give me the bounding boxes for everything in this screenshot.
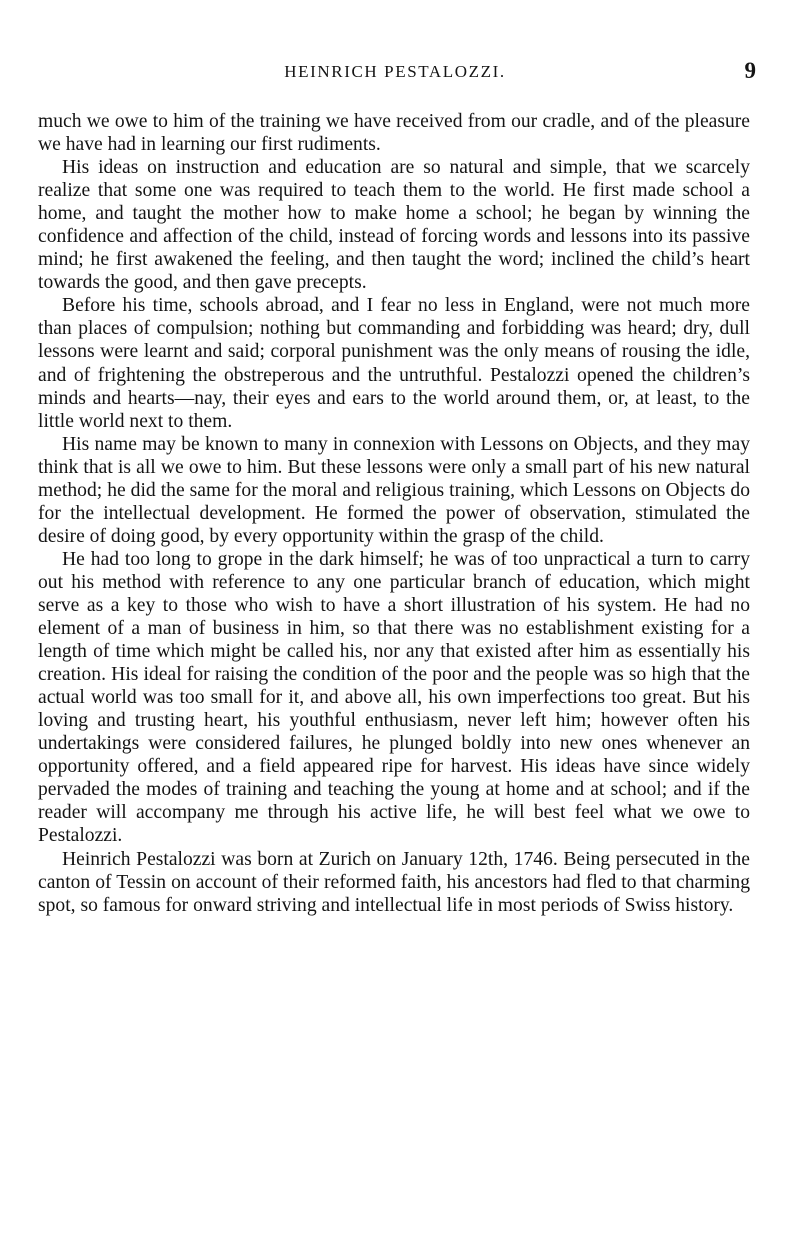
paragraph-lessons-on-objects: His name may be known to many in connexion with Lessons on Objects, and they may think that is all we owe to him. But these lessons were only a small part of his new natural method; he did the same for the moral and religious training, which Lessons on Objects do for the intellectual development. He formed the power of observation, stimulated the desire of doing good, by every opportunity within the grasp of the child. (38, 433, 750, 547)
running-title: HEINRICH PESTALOZZI. (284, 62, 506, 81)
paragraph-continued: much we owe to him of the training we have received from our cradle, and of the pleasure we have had in learning our first rudiments. (38, 111, 750, 156)
paragraph-grope-in-the-dark: He had too long to grope in the dark himself; he was of too unpractical a turn to carry out his method with reference to any one particular branch of education, which might serve as a key to those who wish to have a short illustration of his system. He had no element of a man of business in him, so that there was no establishment existing for a length of time which might be called his, nor any that existed after him as essentially his creation. His ideal for raising the condition of the poor and the people was so high that the actual world was too small for it, and above all, his own imperfections too great. But his loving and trusting heart, his youthful enthusiasm, never left him; however often his undertakings were considered failures, he plunged boldly into new ones whenever an opportunity offered, and a field appeared ripe for harvest. His ideas have since widely pervaded the modes of training and teaching the young at home and at school; and if the reader will accompany me through his active life, he will best feel what we owe to Pestalozzi. (38, 548, 750, 847)
paragraph-before-his-time: Before his time, schools abroad, and I fear no less in England, were not much more than places of compulsion; nothing but commanding and forbidding was heard; dry, dull lessons were learnt and said; corporal punishment was the only means of rousing the idle, and of frightening the obstreperous and the untruthful. Pestalozzi opened the children’s minds and hearts—nay, their eyes and ears to the world around them, or, at least, to the little world next to them. (38, 295, 750, 432)
running-head (34, 58, 756, 88)
paragraph-ideas-on-instruction: His ideas on instruction and education are so natural and simple, that we scarcely realize that some one was required to teach them to the world. He first made school a home, and taught the mother how to make home a school; he began by winning the confidence and affection of the child, instead of forcing words and lessons into its passive mind; he first awakened the feeling, and then taught the word; inclined the child’s heart towards the good, and then gave precepts. (38, 157, 750, 294)
page-number: 9 (744, 58, 756, 83)
paragraph-born-at-zurich: Heinrich Pestalozzi was born at Zurich on January 12th, 1746. Being persecuted in the canton of Tessin on account of their reformed faith, his ancestors had fled to that charming spot, so famous for onward striving and intellectual life in most periods of Swiss history. (38, 848, 750, 916)
body-text (38, 110, 750, 917)
